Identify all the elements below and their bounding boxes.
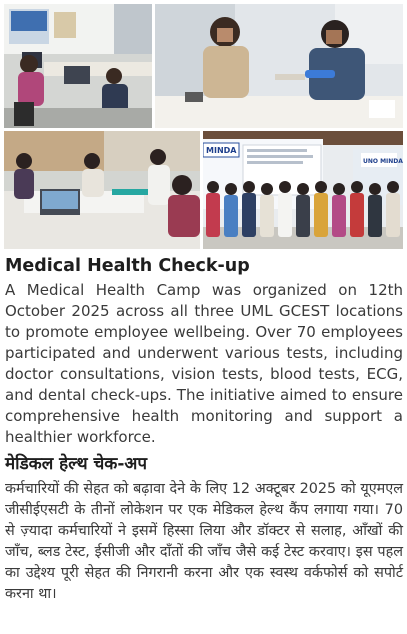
photo-collage <box>4 4 403 249</box>
photo-employee-at-desk <box>4 4 152 128</box>
photo-doctor-consultation <box>155 4 403 128</box>
photo-health-check-desk <box>4 131 200 249</box>
article-heading-hi: मेडिकल हेल्थ चेक-अप <box>5 454 148 474</box>
article-body-hi: कर्मचारियों की सेहत को बढ़ावा देने के लिए 12 अक्टूबर 2025 को यूएमएल जीसीईएसटी के तीनों लोकेशन पर एक मेडिकल हेल्थ कैंप लगाया गया। 70 से ज़्यादा कर्मचारियों ने इसमें हिस्सा लिया और डॉक्टर से सलाह, आँखों की जाँच, ब्लड टेस्ट, ईसीजी और दाँतों की जाँच जैसे कई टेस्ट करवाए। इस पहल का उद्देश्य पूरी सेहत की निगरानी करना और एक स्वस्थ वर्कफोर्स को सपोर्ट करना था। <box>5 481 403 602</box>
sign-text: UNO MINDA <box>363 158 403 165</box>
banner-text: MINDA <box>206 146 237 155</box>
photo-group <box>203 131 403 249</box>
article <box>5 254 403 605</box>
article-heading-en: Medical Health Check-up <box>5 256 250 276</box>
article-body-en: A Medical Health Camp was organized on 12th October 2025 across all three UML GCEST locations to promote employee wellbeing. Over 70 employees participated and underwent various tests, including doctor consultations, vision tests, blood tests, ECG, and dental check-ups. The initiative aimed to ensure comprehensive health monitoring and support a healthier workforce. <box>5 281 403 446</box>
